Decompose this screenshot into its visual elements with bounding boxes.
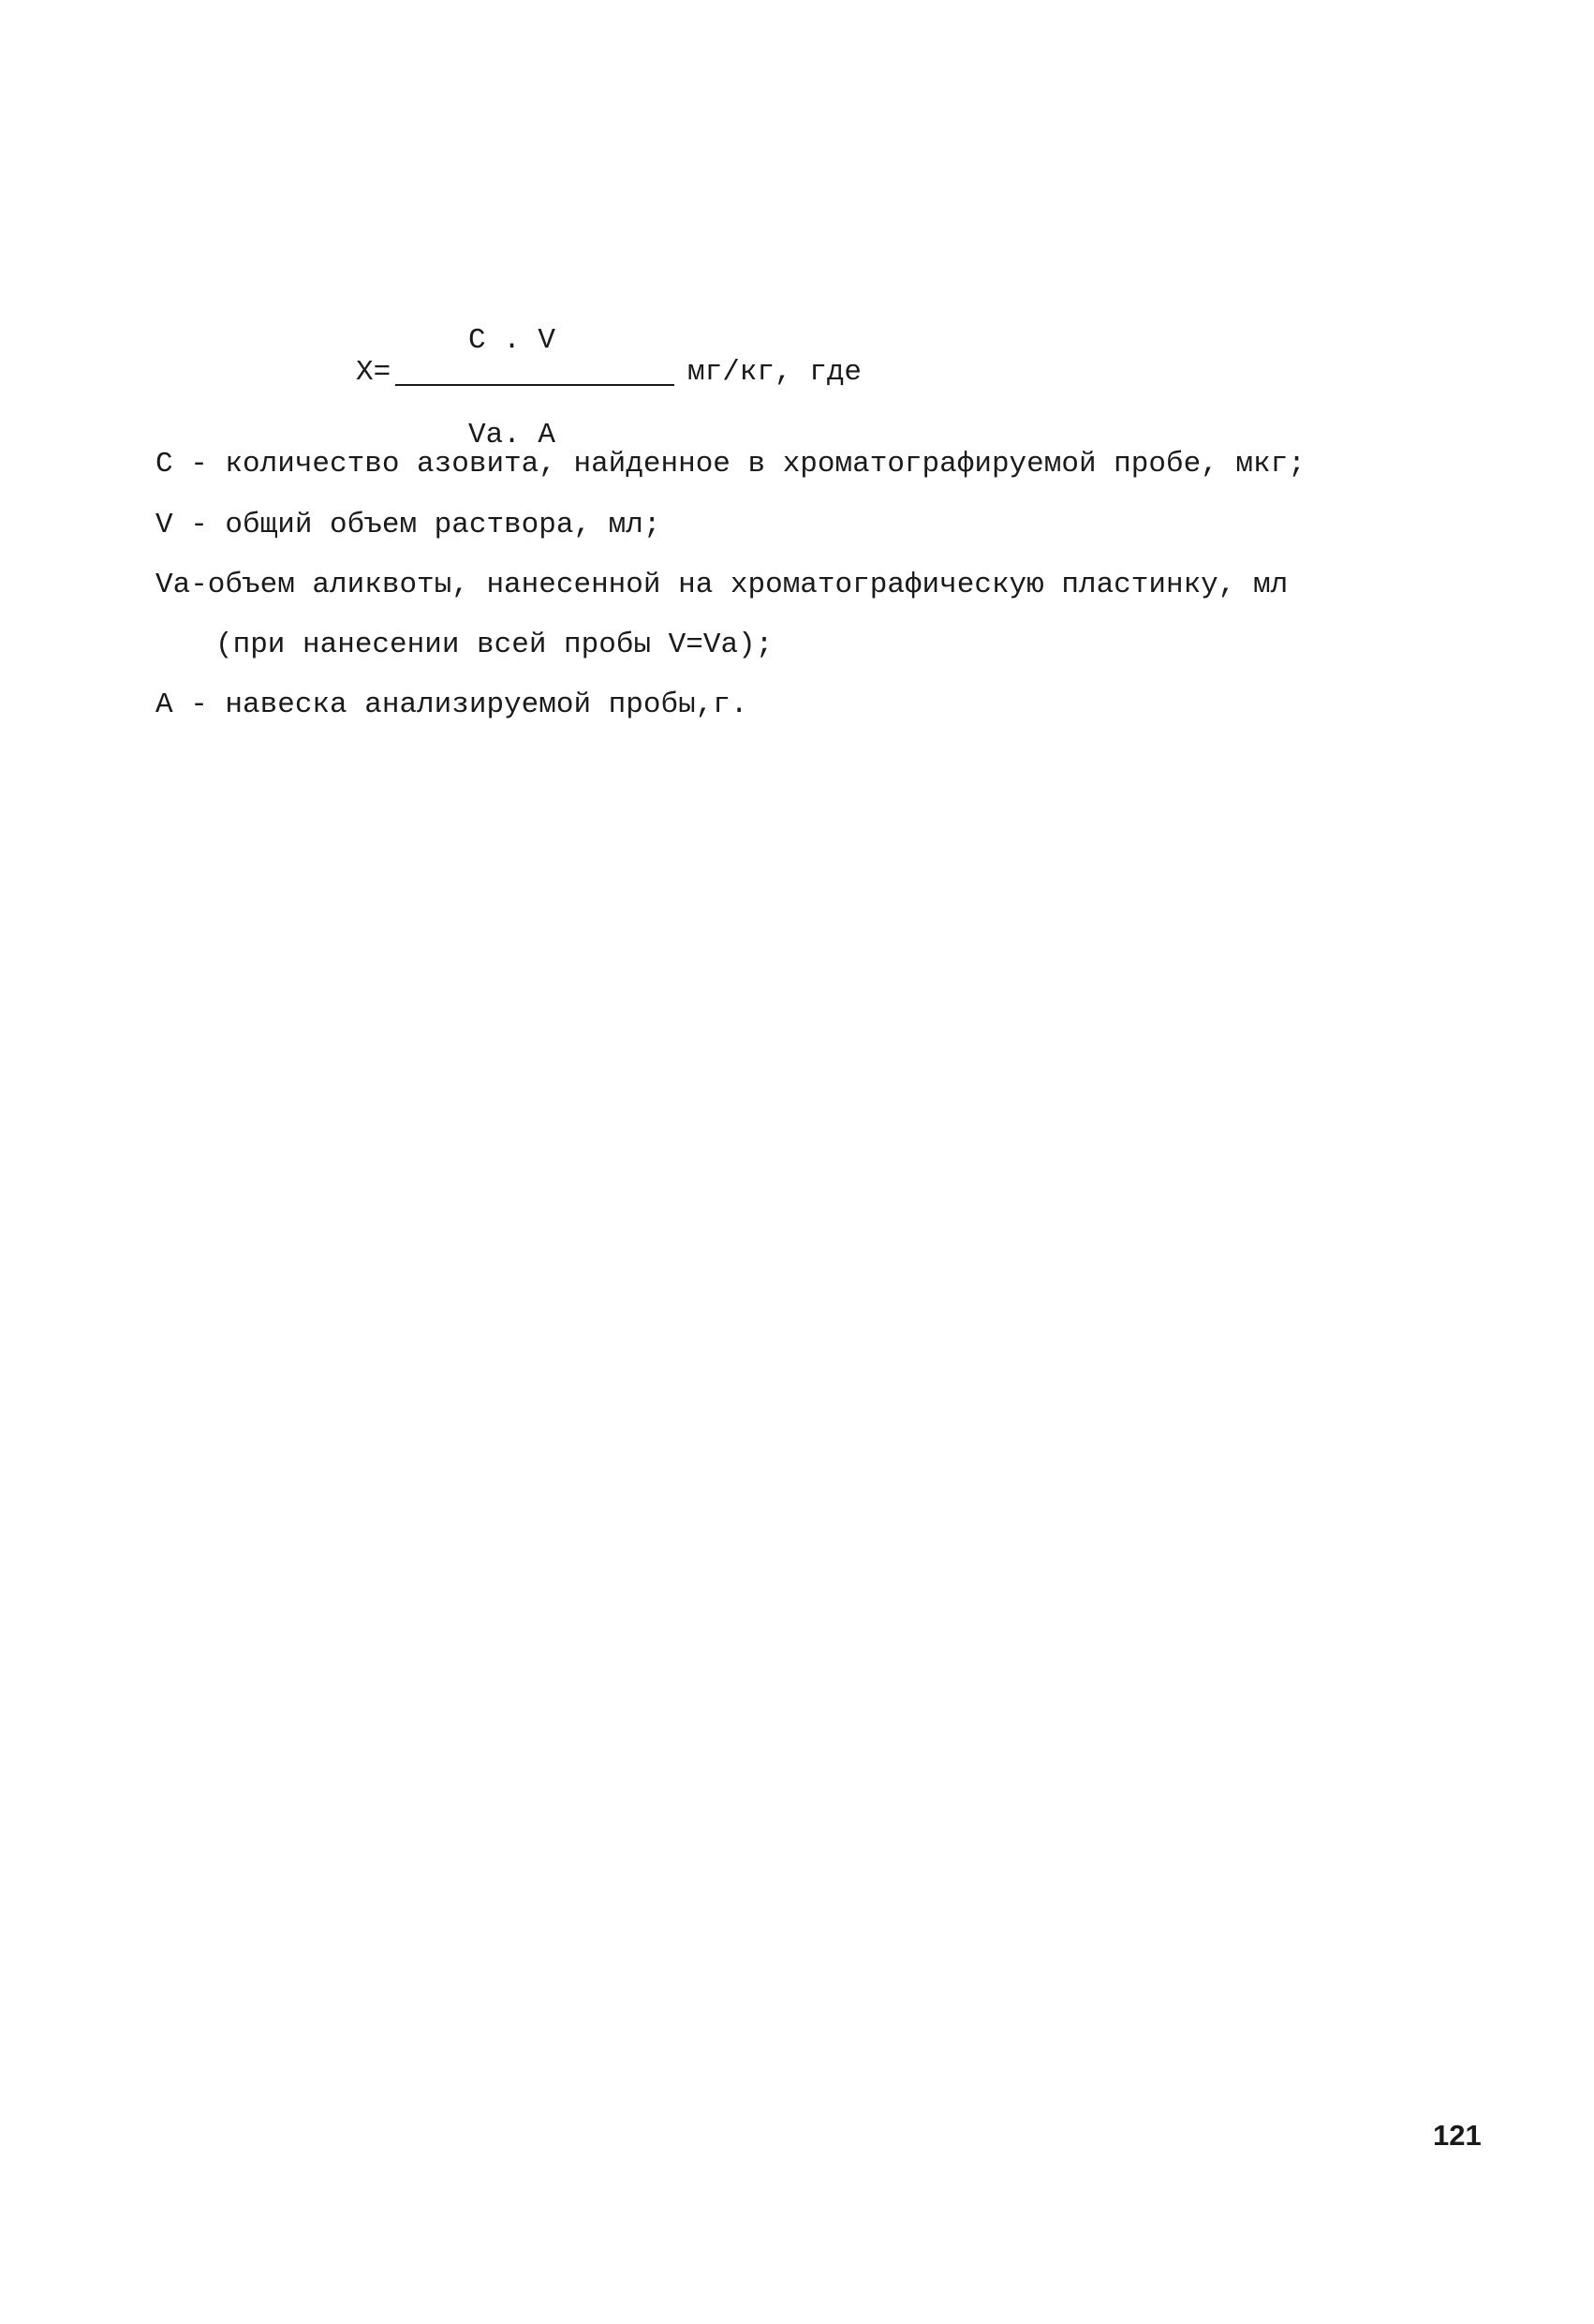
formula-units: мг/кг, где (687, 356, 863, 389)
formula-lhs: X= (356, 356, 391, 389)
page-number: 121 (1433, 2119, 1482, 2152)
definition-c: C - количество азовита, найденное в хроматографируемой пробе, мкг; (155, 448, 1306, 481)
definition-va-note: (при нанесении всей пробы V=Va); (215, 629, 774, 661)
definition-a: A - навеска анализируемой пробы,г. (155, 688, 748, 721)
definition-v: V - общий объем раствора, мл; (155, 509, 661, 541)
formula-denominator: Va. A (468, 419, 556, 451)
fraction-line (395, 384, 674, 386)
formula-numerator: C . V (468, 324, 556, 357)
definition-va: Va-объем аликвоты, нанесенной на хроматографическую пластинку, мл (155, 569, 1289, 601)
